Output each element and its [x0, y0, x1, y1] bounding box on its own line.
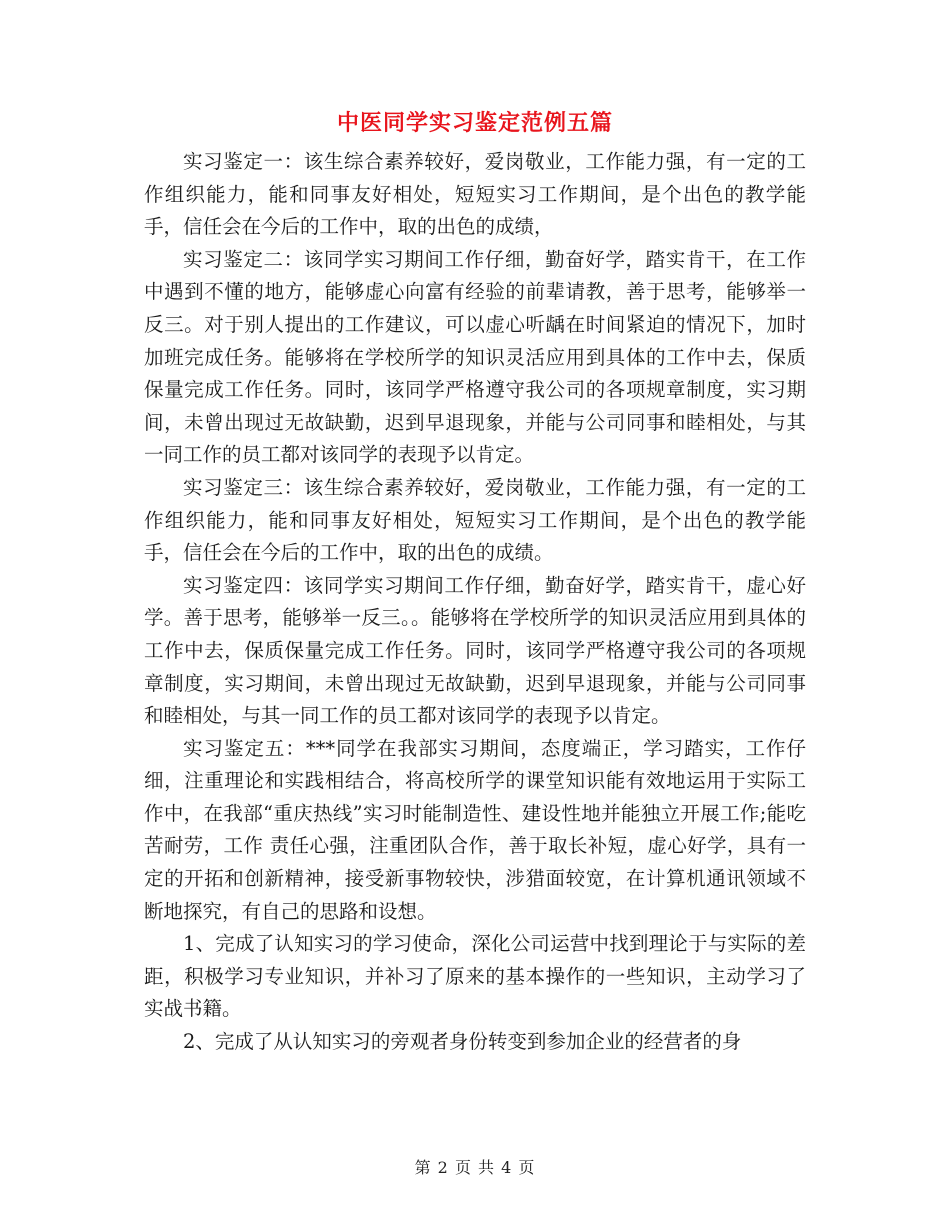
paragraph-appraisal-4: 实习鉴定四：该同学实习期间工作仔细，勤奋好学，踏实肯干，虚心好学。善于思考，能够举一反三。。能够将在学校所学的知识灵活应用到具体的工作中去，保质保量完成工作任务。同时，该同学严格遵守我公司的各项规章制度，实习期间，未曾出现过无故缺勤，迟到早退现象，并能与公司同事和睦相处，与其一同工作的员工都对该同学的表现予以肯定。	[144, 573, 806, 728]
page-number-footer: 第 2 页 共 4 页	[414, 1158, 536, 1177]
paragraph-appraisal-2: 实习鉴定二：该同学实习期间工作仔细，勤奋好学，踏实肯干，在工作中遇到不懂的地方，能够虚心向富有经验的前辈请教，善于思考，能够举一反三。对于别人提出的工作建议，可以虚心听龋在时间紧迫的情况下，加时加班完成任务。能够将在学校所学的知识灵活应用到具体的工作中去，保质保量完成工作任务。同时，该同学严格遵守我公司的各项规章制度，实习期间，未曾出现过无故缺勤，迟到早退现象，并能与公司同事和睦相处，与其一同工作的员工都对该同学的表现予以肯定。	[144, 247, 806, 467]
document-body	[144, 146, 806, 1059]
paragraph-appraisal-5: 实习鉴定五：***同学在我部实习期间，态度端正，学习踏实，工作仔细，注重理论和实践相结合，将高校所学的课堂知识能有效地运用于实际工作中，在我部“重庆热线”实习时能制造性、建设性地并能独立开展工作;能吃苦耐劳，工作 责任心强，注重团队合作，善于取长补短，虚心好学，具有一定的开拓和创新精神，接受新事物较快，涉猎面较宽，在计算机通讯领域不断地探究，有自己的思路和设想。	[144, 736, 806, 923]
paragraph-appraisal-3: 实习鉴定三：该生综合素养较好，爱岗敬业，工作能力强，有一定的工作组织能力，能和同事友好相处，短短实习工作期间，是个出色的教学能手，信任会在今后的工作中，取的出色的成绩。	[144, 475, 806, 565]
paragraph-appraisal-1: 实习鉴定一：该生综合素养较好，爱岗敬业，工作能力强，有一定的工作组织能力，能和同事友好相处，短短实习工作期间，是个出色的教学能手，信任会在今后的工作中，取的出色的成绩，	[144, 150, 806, 239]
document-title: 中医同学实习鉴定范例五篇	[336, 111, 613, 136]
paragraph-item-1: 1、完成了认知实习的学习使命，深化公司运营中找到理论于与实际的差距，积极学习专业知识，并补习了原来的基本操作的一些知识，主动学习了实战书籍。	[144, 932, 806, 1021]
paragraph-item-2: 2、完成了从认知实习的旁观者身份转变到参加企业的经营者的身	[183, 1030, 742, 1054]
